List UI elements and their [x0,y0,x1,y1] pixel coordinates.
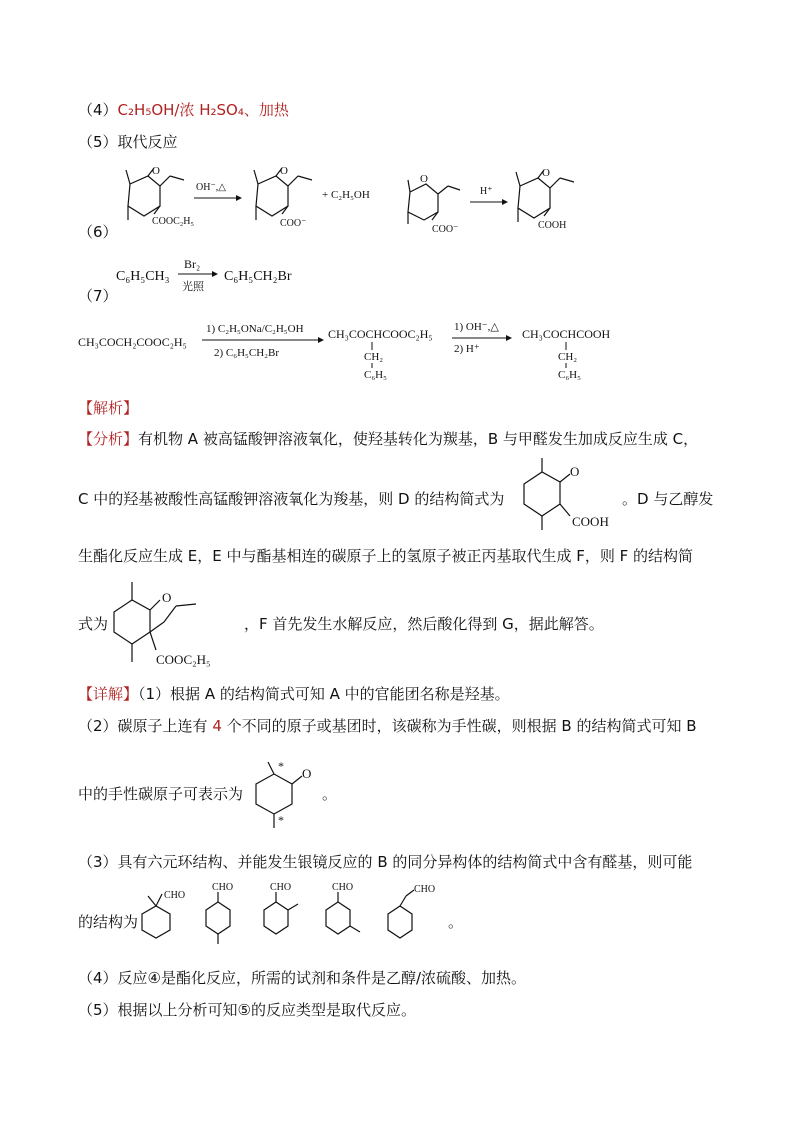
reactant-oxygen-label: O [152,165,160,177]
detail-tag: 【详解】 [78,685,139,703]
analysis-text-2a: C 中的羟基被酸性高锰酸钾溶液氧化为羧基，则 D 的结构简式为 [78,490,505,508]
analysis-line-4a: 式为 [78,615,109,633]
f-oxygen-label: O [162,590,172,605]
reagent-h-plus: H⁺ [480,186,493,197]
detail-line-4: （3）具有六元环结构、并能发生银镜反应的 B 的同分异构体的结构简式中含有醛基，则可能 [78,853,693,871]
isomer-5-cho: CHO [414,884,436,895]
detail-line-3a: 中的手性碳原子可表示为 [78,785,244,803]
arrowhead-7c [506,335,512,341]
f-ester-label: COOC₂H₅ [156,652,211,667]
reaction-scheme-7a [108,254,328,294]
isomer-5 [388,890,414,938]
arrowhead-7a [212,271,218,277]
benzyl-bromide-label: C₆H₅CH₂Br [224,269,292,284]
structure-f [104,578,238,670]
reaction-scheme-6 [108,162,648,242]
analysis-line-1 [78,429,698,449]
detail-line-2 [78,716,697,736]
branch-c6h5: C₆H₅ [364,369,387,381]
detail-line-6: （4）反应④是酯化反应，所需的试剂和条件是乙醇/浓硫酸、加热。 [78,969,527,987]
analysis-line-4b: ，F 首先发生水解反应，然后酸化得到 G，据此解答。 [244,615,604,633]
reactant-ester-label: COOC₂H₅ [152,216,194,227]
reagent-step1: 1) C₂H₅ONa/C₂H₅OH [206,323,304,335]
structure-d [514,454,618,536]
answer-6-number: （6） [78,223,118,241]
detail-line-7: （5）根据以上分析可知⑤的反应类型是取代反应。 [78,1001,416,1019]
toluene-label: C₆H₅CH₃ [116,269,170,284]
reagent-acidify: 2) H⁺ [454,343,480,355]
detail-line-1 [78,684,510,704]
arrowhead-7b [318,337,324,343]
byproduct-ethanol: + C₂H₅OH [322,189,370,201]
detail-line-5a: 的结构为 [78,913,139,931]
isomer-3-cho: CHO [270,882,292,893]
alkylated-ester-label: CH₃COCHCOOC₂H₅ [328,327,433,341]
branch-ch2: CH₂ [364,351,384,363]
start-oxygen-label: O [420,173,428,185]
reagent-hydrolysis: 1) OH⁻,△ [454,321,499,333]
analysis-line-2b: 。D 与乙醇发 [622,490,714,508]
answer-5-number: （5） [78,133,118,151]
start-carboxylate-label: COO⁻ [432,224,459,235]
reagent-br2: Br₂ [184,257,201,271]
chiral-star-bottom: * [278,813,284,827]
detail-line-5b: 。 [448,913,464,931]
chiral-star-top: * [278,759,284,773]
final-acid-label: CH₃COCHCOOH [522,327,611,341]
structure-b-chiral [246,758,320,834]
isomer-1-cho: CHO [164,890,186,901]
reaction-scheme-7b [74,316,634,382]
detail-line-3b: 。 [322,785,338,803]
detail-text-2a: （2）碳原子上连有 [78,717,213,735]
reagent-step2: 2) C₆H₅CH₂Br [214,347,279,359]
detail-text-1: （1）根据 A 的结构简式可知 A 中的官能团名称是羟基。 [138,685,510,703]
reagent-oh-heat: OH⁻,△ [196,182,226,193]
answer-4-text: C₂H₅OH/浓 H₂SO₄、加热 [117,101,289,119]
d-cooh-label: COOH [572,514,609,529]
answer-7-number: （7） [78,287,118,305]
reaction-arrowhead-2 [502,199,508,205]
isomer-3 [264,892,298,934]
aldehyde-isomers [136,880,446,948]
detail-number-4: 4 [212,717,222,735]
analysis-tag: 【分析】 [78,430,139,448]
d-oxygen-label: O [570,464,580,479]
acid-cooh-label: COOH [538,220,567,231]
answer-4-number: （4） [78,101,118,119]
detail-text-2b: 个不同的原子或基团时，该碳称为手性碳，则根据 B 的结构简式可知 B [221,717,697,735]
analysis-text-1: 有机物 A 被高锰酸钾溶液氧化，使羟基转化为羰基，B 与甲醛发生加成反应生成 C， [138,430,699,448]
answer-4 [78,100,289,120]
reagent-light: 光照 [182,281,204,293]
isomer-4 [326,892,360,934]
analysis-header: 【解析】 [78,399,139,417]
carboxylate-label: COO⁻ [280,218,307,229]
isomer-2-cho: CHO [212,882,234,893]
carboxylate-start-structure [408,180,460,224]
analysis-line-3: 生酯化反应生成 E，E 中与酯基相连的碳原子上的氢原子被正丙基取代生成 F，则 F 的结构简 [78,547,694,565]
analysis-line-2 [78,489,504,509]
product-branch-ch2: CH₂ [558,351,578,363]
acid-oxygen-label: O [542,167,550,179]
answer-5-text: 取代反应 [117,133,178,151]
acetoacetate-label: CH₃COCH₂COOC₂H₅ [78,335,187,349]
isomer-2 [206,892,230,944]
answer-5 [78,132,178,152]
product-branch-c6h5: C₆H₅ [558,369,581,381]
reaction-arrowhead-1 [236,195,242,201]
carboxylate-oxygen-label: O [280,165,288,177]
b-oxygen-label: O [302,766,312,781]
isomer-4-cho: CHO [332,882,354,893]
